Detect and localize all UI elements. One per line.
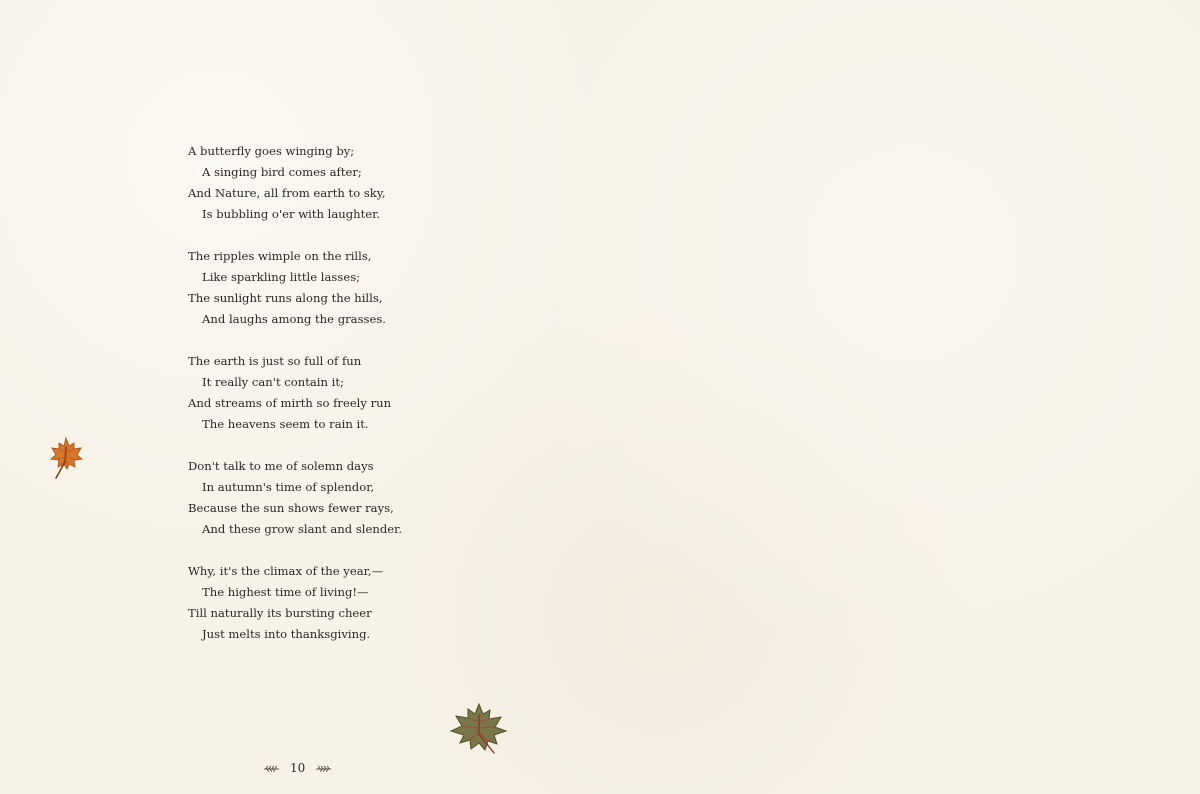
poem-line: And Nature, all from earth to sky, — [188, 186, 386, 200]
right-folio-ornament-icon — [314, 764, 332, 772]
page-number-left — [263, 760, 332, 776]
stanza-gap — [188, 330, 402, 351]
poem-line: Don't talk to me of solemn days — [188, 459, 374, 473]
poem-line: And streams of mirth so freely run — [188, 396, 392, 410]
left-poem — [188, 141, 402, 645]
poem-line: Just melts into thanksgiving. — [202, 627, 371, 641]
poem-line: It really can't contain it; — [202, 375, 344, 389]
poem-line: A singing bird comes after; — [202, 165, 362, 179]
orange-maple-leaf-shape — [51, 438, 82, 469]
poem-line: Is bubbling o'er with laughter. — [202, 207, 381, 221]
poem-line: In autumn's time of splendor, — [202, 480, 375, 494]
poem-line: A butterfly goes winging by; — [188, 144, 355, 158]
stanza-gap — [188, 435, 402, 456]
poem-line: The highest time of living!— — [202, 585, 369, 599]
poem-line: Because the sun shows fewer rays, — [188, 501, 394, 515]
poem-line: Why, it's the climax of the year,— — [188, 564, 384, 578]
poem-line: And these grow slant and slender. — [202, 522, 403, 536]
green-maple-leaf-icon — [446, 701, 509, 755]
poem-line: And laughs among the grasses. — [202, 312, 386, 326]
stanza-gap — [188, 225, 402, 246]
left-folio-ornament-icon — [263, 764, 281, 772]
orange-maple-leaf-icon — [47, 435, 84, 480]
poem-line: Like sparkling little lasses; — [202, 270, 361, 284]
poem-line: The earth is just so full of fun — [188, 354, 362, 368]
poem-line: The ripples wimple on the rills, — [188, 249, 372, 263]
stanza-gap — [188, 540, 402, 561]
poem-line: The heavens seem to rain it. — [202, 417, 369, 431]
page-number-text: 10 — [290, 761, 306, 775]
right-page — [600, 0, 1200, 794]
poem-line: Till naturally its bursting cheer — [188, 606, 372, 620]
poem-line: The sunlight runs along the hills, — [188, 291, 383, 305]
